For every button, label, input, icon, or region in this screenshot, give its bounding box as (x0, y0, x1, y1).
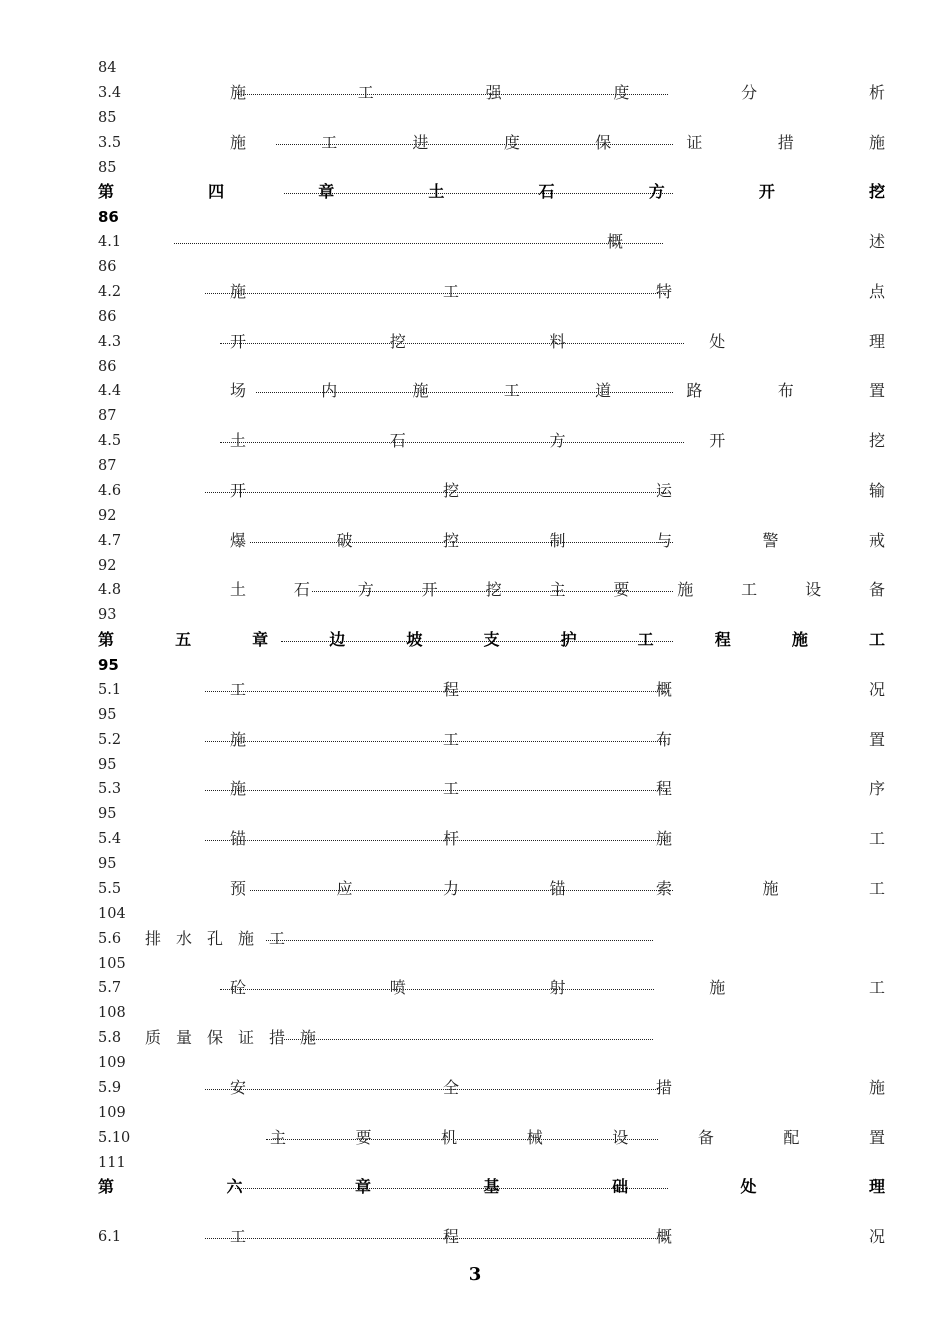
title-char: 工 (442, 779, 460, 799)
toc-section-entry[interactable] (98, 779, 886, 829)
title-char: 施 (229, 132, 247, 152)
dotted-leader (220, 989, 654, 990)
toc-page-number: 95 (98, 806, 117, 823)
title-char: 施 (229, 82, 247, 102)
toc-page-number: 87 (98, 458, 117, 475)
toc-page-number: 92 (98, 507, 117, 524)
title-char: 戒 (868, 530, 886, 550)
title-char: 施 (229, 729, 247, 749)
toc-page-number: 95 (98, 706, 117, 723)
title-char: 土 (229, 580, 247, 600)
title-char: 置 (868, 729, 886, 749)
title-char: 爆 (229, 530, 247, 550)
toc-entry-line (98, 83, 886, 103)
title-char: 措 (655, 1077, 673, 1097)
toc-section-entry[interactable] (98, 332, 886, 382)
title-char: 析 (868, 82, 886, 102)
toc-section-entry[interactable] (98, 481, 886, 531)
title-char: 机 (441, 1127, 458, 1147)
title-char: 程 (442, 679, 460, 699)
toc-section-entry[interactable] (98, 1078, 886, 1128)
title-char: 械 (526, 1127, 543, 1147)
title-char: 制 (549, 530, 566, 550)
title-char: 施 (762, 878, 779, 898)
title-char: 警 (762, 530, 779, 550)
section-number: 4.6 (98, 482, 122, 499)
toc-entry-line (98, 133, 886, 153)
title-char: 工 (868, 829, 886, 849)
title-char: 五 (175, 630, 192, 650)
toc-chapter-entry[interactable] (98, 1177, 886, 1227)
title-char: 工 (637, 630, 654, 650)
title-char: 护 (560, 630, 577, 650)
title-char: 措 (777, 132, 794, 152)
toc-page-number: 95 (98, 856, 117, 873)
title-char: 保 (595, 132, 612, 152)
title-char: 章 (318, 182, 335, 202)
title-char: 石 (389, 431, 406, 451)
title-char: 方 (357, 580, 374, 600)
title-char: 度 (503, 132, 520, 152)
title-char: 六 (226, 1177, 243, 1197)
title-char: 质 (144, 1028, 162, 1048)
dotted-leader (205, 741, 666, 742)
toc-section-entry[interactable] (98, 531, 886, 581)
dotted-leader (266, 940, 653, 941)
title-char: 施 (677, 580, 694, 600)
title-char: 控 (442, 530, 460, 550)
title-char: 工 (503, 381, 520, 401)
title-char: 施 (412, 381, 429, 401)
toc-page-number: 105 (98, 955, 126, 972)
toc-page-number: 85 (98, 109, 117, 126)
toc-entry-line (98, 1078, 886, 1098)
title-char: 工 (868, 978, 886, 998)
title-char: 挖 (868, 431, 886, 451)
title-char: 锚 (549, 878, 566, 898)
toc-entry-line (98, 282, 886, 302)
title-char: 孔 (206, 928, 224, 948)
title-char: 处 (709, 331, 726, 351)
dotted-leader (266, 1139, 658, 1140)
title-char: 度 (613, 82, 630, 102)
title-char: 支 (483, 630, 500, 650)
dotted-leader (250, 542, 673, 543)
toc-entry-line (98, 1227, 886, 1247)
toc-entry-line (98, 232, 886, 252)
title-char: 坡 (406, 630, 423, 650)
title-char: 设 (805, 580, 822, 600)
title-char: 土 (229, 431, 247, 451)
title-char: 应 (336, 878, 353, 898)
section-number: 5.7 (98, 980, 122, 997)
title-char: 索 (655, 878, 673, 898)
title-char: 分 (741, 82, 758, 102)
toc-page-number: 109 (98, 1055, 126, 1072)
toc-page-number: 86 (98, 208, 119, 227)
toc-section-entry[interactable] (98, 680, 886, 730)
title-char: 要 (613, 580, 630, 600)
toc-entry-line (98, 978, 886, 998)
toc-page-number: 84 (98, 60, 117, 76)
title-char: 布 (777, 381, 794, 401)
toc-section-entry[interactable] (98, 1128, 886, 1178)
toc-section-entry[interactable] (98, 381, 886, 431)
dotted-leader (205, 691, 666, 692)
title-char: 程 (655, 779, 673, 799)
title-char: 挖 (442, 480, 460, 500)
title-char: 施 (229, 281, 247, 301)
title-char: 程 (442, 1227, 460, 1247)
title-char: 概 (655, 1227, 673, 1247)
dotted-leader (205, 492, 666, 493)
title-char: 施 (229, 779, 247, 799)
title-char: 场 (229, 381, 247, 401)
title-char: 施 (868, 1077, 886, 1097)
title-char: 挖 (868, 182, 886, 202)
title-char: 料 (549, 331, 566, 351)
title-char: 点 (868, 281, 886, 301)
toc-page-number: 108 (98, 1005, 126, 1022)
toc-entry-line (98, 779, 886, 799)
title-char: 要 (355, 1127, 372, 1147)
section-number: 5.3 (98, 781, 122, 798)
title-char: 工 (442, 281, 460, 301)
toc-entry-line (98, 531, 886, 551)
title-char: 章 (354, 1177, 372, 1197)
title-char: 第 (97, 182, 115, 202)
section-number: 4.5 (98, 433, 122, 450)
title-char: 理 (868, 331, 886, 351)
title-char: 主 (549, 580, 566, 600)
dotted-leader (205, 1089, 666, 1090)
dotted-leader (284, 1039, 653, 1040)
title-char: 工 (442, 729, 460, 749)
toc-section-entry[interactable] (98, 829, 886, 879)
title-char: 内 (321, 381, 338, 401)
toc-page-number: 111 (98, 1154, 126, 1171)
title-char: 布 (655, 729, 673, 749)
dotted-leader (235, 94, 668, 95)
section-number: 5.1 (98, 681, 122, 698)
section-number: 5.6 (98, 930, 122, 947)
section-number: 5.9 (98, 1079, 122, 1096)
title-char: 道 (595, 381, 612, 401)
title-char: 开 (229, 480, 247, 500)
title-char: 土 (428, 182, 445, 202)
dotted-leader (235, 1188, 668, 1189)
title-char: 第 (97, 1177, 115, 1197)
title-char: 挖 (485, 580, 502, 600)
title-char: 方 (549, 431, 566, 451)
title-char: 射 (549, 978, 566, 998)
title-char: 排 (144, 928, 162, 948)
toc-entry-line (98, 1128, 886, 1148)
title-char: 概 (606, 232, 624, 252)
title-char: 锚 (229, 829, 247, 849)
section-number: 6.1 (98, 1229, 122, 1246)
title-char: 工 (268, 928, 286, 948)
title-char: 施 (237, 928, 255, 948)
title-char: 进 (412, 132, 429, 152)
section-number: 3.5 (98, 134, 122, 151)
title-char: 预 (229, 878, 247, 898)
section-number: 5.5 (98, 880, 122, 897)
toc-entry-line (98, 182, 886, 202)
title-char: 力 (442, 878, 460, 898)
title-char: 配 (783, 1127, 800, 1147)
title-char: 证 (237, 1028, 255, 1048)
title-char: 备 (868, 580, 886, 600)
toc-page-number: 86 (98, 259, 117, 276)
section-number: 4.8 (98, 582, 122, 599)
title-char: 施 (299, 1028, 317, 1048)
dotted-leader (220, 343, 684, 344)
title-char: 理 (868, 1177, 886, 1197)
toc-entry-line (98, 381, 886, 401)
title-char: 工 (321, 132, 338, 152)
title-char: 边 (329, 630, 346, 650)
title-char: 挖 (389, 331, 406, 351)
page-number: 3 (468, 1264, 482, 1285)
title-char: 四 (208, 182, 225, 202)
section-number: 4.7 (98, 532, 122, 549)
toc-entry-line (98, 730, 886, 750)
title-char: 础 (611, 1177, 629, 1197)
toc-entry-line (98, 481, 886, 501)
toc-section-entry[interactable] (98, 1028, 886, 1078)
toc-entry-line (98, 630, 886, 650)
title-char: 主 (269, 1127, 287, 1147)
title-char: 开 (758, 182, 775, 202)
toc-section-entry[interactable] (98, 978, 886, 1028)
title-char: 运 (655, 480, 673, 500)
title-char: 开 (709, 431, 726, 451)
section-number: 4.4 (98, 383, 122, 400)
toc-section-entry[interactable] (98, 282, 886, 332)
table-of-contents (98, 58, 886, 1277)
toc-entry-line (98, 332, 886, 352)
title-char: 破 (336, 530, 353, 550)
title-char: 施 (655, 829, 673, 849)
toc-section-entry[interactable] (98, 431, 886, 481)
title-char: 特 (655, 281, 673, 301)
title-char: 置 (868, 381, 886, 401)
toc-section-entry[interactable] (98, 580, 886, 630)
section-number: 4.2 (98, 283, 122, 300)
title-char: 章 (252, 630, 269, 650)
title-char: 砼 (229, 978, 247, 998)
dotted-leader (220, 442, 684, 443)
dotted-leader (205, 790, 666, 791)
title-char: 工 (868, 878, 886, 898)
toc-chapter-entry[interactable] (98, 182, 886, 232)
dotted-leader (284, 193, 673, 194)
toc-page-number: 87 (98, 408, 117, 425)
dotted-leader (205, 293, 666, 294)
toc-entry-line (98, 580, 886, 600)
title-char: 路 (686, 381, 703, 401)
title-char: 置 (868, 1127, 886, 1147)
section-number: 4.1 (98, 234, 122, 251)
title-char: 况 (868, 679, 886, 699)
title-char: 工 (229, 1227, 247, 1247)
dotted-leader (205, 840, 666, 841)
dotted-leader (250, 890, 673, 891)
section-number: 3.4 (98, 84, 122, 101)
toc-entry-line (98, 680, 886, 700)
title-char: 证 (686, 132, 703, 152)
title-char: 保 (206, 1028, 224, 1048)
title-char: 概 (655, 679, 673, 699)
title-char: 措 (268, 1028, 286, 1048)
toc-section-entry[interactable] (98, 232, 886, 282)
section-number: 5.4 (98, 831, 122, 848)
title-char: 工 (741, 580, 758, 600)
title-char: 序 (868, 779, 886, 799)
title-char: 施 (709, 978, 726, 998)
toc-section-entry[interactable] (98, 879, 886, 929)
title-char: 程 (714, 630, 731, 650)
title-char: 开 (229, 331, 247, 351)
toc-section-entry[interactable] (98, 730, 886, 780)
toc-entry-line (98, 829, 886, 849)
toc-section-entry[interactable] (98, 83, 886, 133)
title-char: 况 (868, 1227, 886, 1247)
toc-page-number: 95 (98, 656, 119, 675)
dotted-leader (205, 1238, 666, 1239)
toc-entry-line (98, 879, 886, 899)
title-char: 备 (697, 1127, 714, 1147)
title-char: 基 (483, 1177, 500, 1197)
title-char: 石 (293, 580, 310, 600)
title-char: 处 (740, 1177, 757, 1197)
title-char: 量 (175, 1028, 193, 1048)
title-char: 水 (175, 928, 193, 948)
toc-entry-line (98, 431, 886, 451)
toc-page-number: 92 (98, 557, 117, 574)
title-char: 石 (538, 182, 555, 202)
title-char: 与 (655, 530, 673, 550)
title-char: 工 (868, 630, 886, 650)
toc-entry-line (98, 929, 886, 949)
title-char: 方 (648, 182, 665, 202)
toc-page-number: 104 (98, 905, 126, 922)
title-char: 工 (357, 82, 374, 102)
title-char: 杆 (442, 829, 460, 849)
title-char: 安 (229, 1077, 247, 1097)
title-char: 第 (97, 630, 115, 650)
title-char: 强 (485, 82, 502, 102)
dotted-leader (174, 243, 663, 244)
section-number: 5.8 (98, 1030, 122, 1047)
title-char: 全 (442, 1077, 460, 1097)
section-number: 5.10 (98, 1129, 131, 1146)
toc-section-entry[interactable] (98, 133, 886, 183)
toc-page-number: 86 (98, 308, 117, 325)
toc-page-number: 109 (98, 1104, 126, 1121)
title-char: 施 (791, 630, 808, 650)
toc-page-number: 85 (98, 159, 117, 176)
title-char: 开 (421, 580, 438, 600)
toc-page-number: 93 (98, 607, 117, 624)
toc-entry-line (98, 1028, 886, 1048)
title-char: 设 (612, 1127, 629, 1147)
title-char: 施 (868, 132, 886, 152)
toc-entry-line (98, 1177, 886, 1197)
toc-chapter-entry[interactable] (98, 630, 886, 680)
title-char: 喷 (389, 978, 406, 998)
title-char: 述 (868, 232, 886, 252)
section-number: 4.3 (98, 333, 122, 350)
toc-page-number: 95 (98, 756, 117, 773)
title-char: 工 (229, 679, 247, 699)
section-number: 5.2 (98, 731, 122, 748)
title-char: 输 (868, 480, 886, 500)
toc-page-number: 86 (98, 358, 117, 375)
toc-section-entry[interactable] (98, 929, 886, 979)
